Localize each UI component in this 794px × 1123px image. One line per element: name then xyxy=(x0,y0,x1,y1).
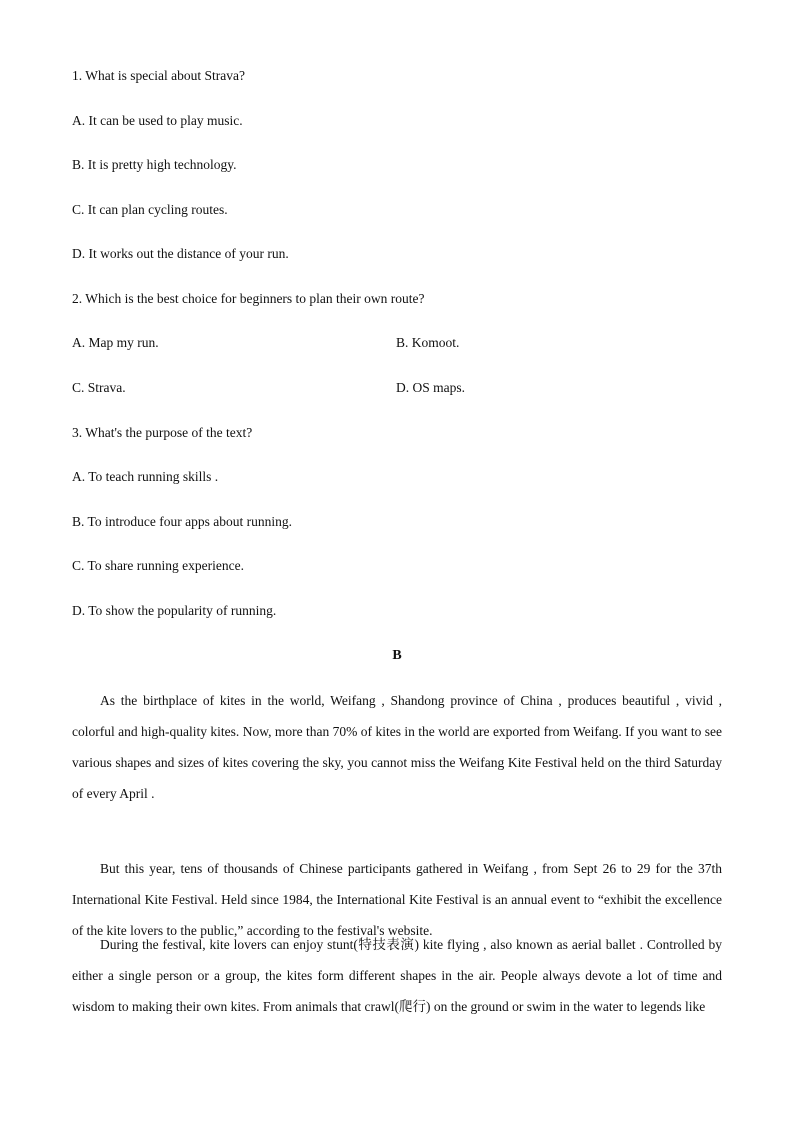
question-2-stem: 2. Which is the best choice for beginners to plan their own route? xyxy=(72,291,425,306)
question-3-option-d: D. To show the popularity of running. xyxy=(72,603,277,618)
question-1-option-d: D. It works out the distance of your run. xyxy=(72,246,289,261)
question-1-stem: 1. What is special about Strava? xyxy=(72,68,245,83)
question-3-option-a: A. To teach running skills . xyxy=(72,469,219,484)
section-heading: B xyxy=(392,648,402,663)
question-1-option-c: C. It can plan cycling routes. xyxy=(72,202,228,217)
question-2-option-a: A. Map my run. xyxy=(72,335,159,350)
question-1-option-b: B. It is pretty high technology. xyxy=(72,157,237,172)
question-1-option-a: A. It can be used to play music. xyxy=(72,113,243,128)
passage-paragraph-2: But this year, tens of thousands of Chinese participants gathered in Weifang , from Sept 26 to 29 for the 37th International Kite Festival. Held since 1984, the International Kite Festival is an annual event to “exhibit the excellence of the kite lovers to the public,” according to the festival's website. xyxy=(72,861,722,938)
question-3-option-c: C. To share running experience. xyxy=(72,558,244,573)
question-3-option-b: B. To introduce four apps about running. xyxy=(72,514,293,529)
question-2-option-c: C. Strava. xyxy=(72,380,126,395)
passage-paragraph-1: As the birthplace of kites in the world, Weifang , Shandong province of China , produces beautiful , vivid , colorful and high-quality kites. Now, more than 70% of kites in the world are exported from Weifang. If you want to see various shapes and sizes of kites covering the sky, you cannot miss the Weifang Kite Festival held on the third Saturday of every April . xyxy=(72,693,722,801)
passage-paragraph-3: During the festival, kite lovers can enjoy stunt(特技表演) kite flying , also known as aerial ballet . Controlled by either a single person or a group, the kites form different shapes in the air. People always devote a lot of time and wisdom to making their own kites. From animals that crawl(爬行) on the ground or swim in the water to legends like xyxy=(72,937,722,1014)
question-2-option-b: B. Komoot. xyxy=(396,335,460,350)
question-3-stem: 3. What's the purpose of the text? xyxy=(72,425,253,440)
question-2-option-d: D. OS maps. xyxy=(396,380,466,395)
